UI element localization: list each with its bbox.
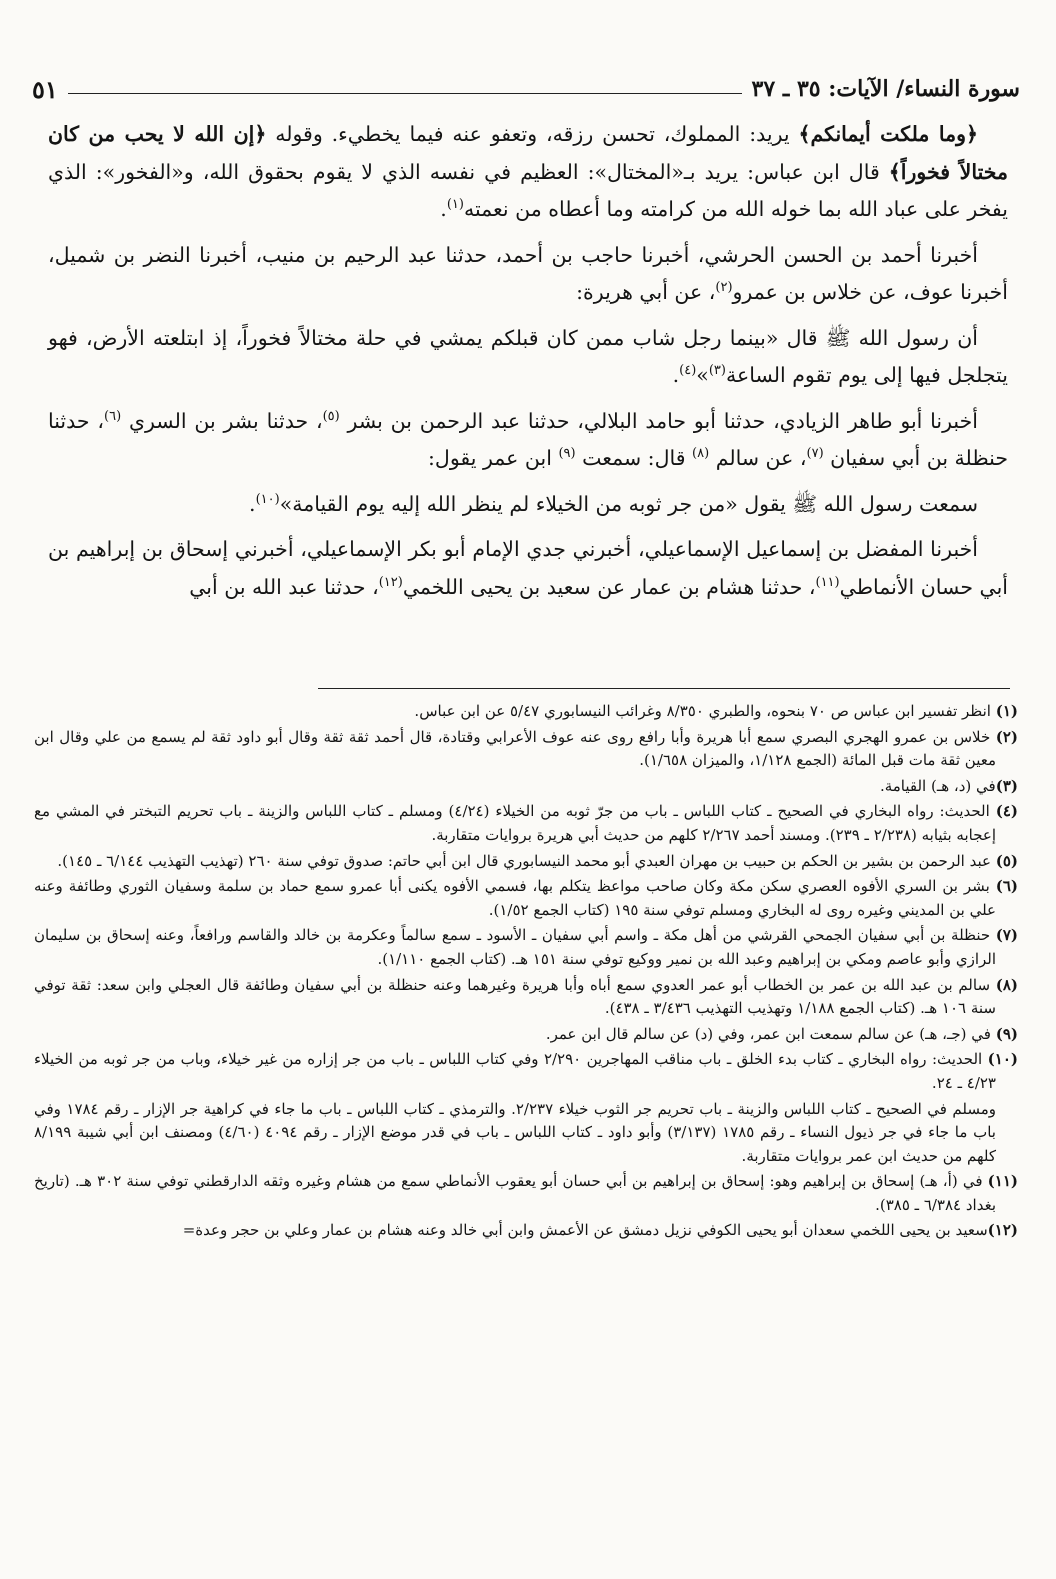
- footnote-text: الحديث: رواه البخاري ـ كتاب بدء الخلق ـ باب مناقب المهاجرين ٢/٢٩٠ وفي كتاب اللباس ـ باب من جر إزاره من غير خيلاء، وباب من جر ثوبه من الخيلاء ٤/٢٣ ـ ٢٤.: [34, 1050, 996, 1092]
- footnote-number: (١): [995, 702, 1018, 720]
- paragraph-2: [48, 237, 1008, 312]
- text-run: .: [249, 491, 256, 516]
- footnote-text: سالم بن عبد الله بن عمر بن الخطاب أبو عمر العدوي سمع أباه وأبا هريرة وغيرهما وعنه حنظلة بن أبي سفيان وطائفة قال العجلي وابن سعد: ثقة توفي سنة ١٠٦ هـ. (كتاب الجمع ١/١٨٨ وتهذيب التهذيب ٣/٤٣٦ ـ ٤٣٨).: [34, 975, 996, 1018]
- text-run: أخبرنا المفضل بن إسماعيل الإسماعيلي، أخبرني جدي الإمام أبو بكر الإسماعيلي، أخبرني إسحاق بن إبراهيم بن أبي حسان الأنماطي: [48, 537, 1008, 599]
- footnote: [34, 1023, 1018, 1047]
- footnote-text: الحديث: رواه البخاري في الصحيح ـ كتاب اللباس ـ باب من جرّ ثوبه من الخيلاء (٤/٢٤) ومسلم ـ كتاب اللباس والزينة ـ باب تحريم التبختر في المشي مع إعجابه بثيابه (٢/٢٣٨ ـ ٢٣٩). ومسند أحمد ٢/٢٦٧ كلهم من حديث أبي هريرة بروايات متقاربة.: [34, 802, 996, 844]
- footnote-ref: (٤): [679, 363, 697, 379]
- footnote: [34, 850, 1018, 874]
- footnote-ref: (٩): [558, 446, 576, 462]
- text-run: أخبرنا أحمد بن الحسن الحرشي، أخبرنا حاجب بن أحمد، حدثنا عبد الرحيم بن منيب، أخبرنا النضر بن شميل، أخبرنا عوف، عن خلاس بن عمرو: [48, 242, 1008, 304]
- header-rule: [68, 93, 742, 94]
- text-run: أخبرنا أبو طاهر الزيادي، حدثنا أبو حامد البلالي، حدثنا عبد الرحمن بن بشر: [339, 408, 978, 433]
- footnote-ref: (٨): [692, 446, 710, 462]
- footnote-ref: (٢): [715, 280, 733, 296]
- footnote-text: سعيد بن يحيى اللخمي سعدان أبو يحيى الكوفي نزيل دمشق عن الأعمش وابن أبي خالد وعنه هشام بن عمار وعلي بن حجر وعدة=: [182, 1221, 988, 1240]
- footnote: [34, 974, 1018, 1021]
- paragraph-3: [48, 320, 1008, 395]
- footnote-number: (١٢): [987, 1221, 1018, 1240]
- footnote-text: في (جـ، هـ) عن سالم سمعت ابن عمر، وفي (د) عن سالم قال ابن عمر.: [545, 1024, 996, 1043]
- footnote: [34, 700, 1018, 724]
- footnote-ref: (٧): [806, 446, 824, 462]
- footnote-number: (١٠): [987, 1050, 1018, 1069]
- paragraph-1: [48, 116, 1008, 229]
- running-title: سورة النساء/ الآيات: ٣٥ ـ ٣٧: [751, 76, 1020, 102]
- paragraph-6: [48, 531, 1008, 606]
- footnote-text: بشر بن السري الأفوه العصري سكن مكة وكان صاحب مواعظ يتكلم بها، فسمي الأفوه يكنى أبا عمرو سمع حماد بن سلمة وسفيان الثوري وطائفة وعنه علي بن المديني وغيره روى له البخاري ومسلم توفي سنة ١٩٥ (كتاب الجمع ١/٥٢).: [34, 877, 996, 919]
- footnote-text: عبد الرحمن بن بشير بن الحكم بن حبيب بن مهران العبدي أبو محمد النيسابوري قال ابن أبي حاتم: صدوق توفي سنة ٢٦٠ (تهذيب التهذيب ٦/١٤٤ ـ ١٤٥).: [57, 851, 996, 870]
- text-run: »: [696, 363, 709, 387]
- text-run: ، حدثنا بشر بن السري: [121, 408, 323, 433]
- text-run: ابن عمر يقول:: [428, 446, 559, 470]
- footnote-ref: (١١): [815, 574, 840, 590]
- footnote-number: (٢): [995, 727, 1018, 746]
- footnote: [34, 924, 1018, 971]
- text-run: ، حدثنا عبد الله بن أبي: [189, 574, 379, 599]
- footnote-text: انظر تفسير ابن عباس ص ٧٠ بنحوه، والطبري ٨/٣٥٠ وغرائب النيسابوري ٥/٤٧ عن ابن عباس.: [414, 702, 996, 720]
- footnotes: [34, 700, 1018, 1245]
- text-run: .: [672, 363, 680, 387]
- footnote-text: خلاس بن عمرو الهجري البصري سمع أبا هريرة وأبا رافع روى عنه عوف الأعرابي وقتادة، قال أحمد ثقة ثقة وقال أبو داود ثقة لم يسمع من علي وقال ابن معين ثقة مات قبل المائة (الجمع ١/١٢٨، والميزان ١/٦٥٨).: [34, 727, 996, 770]
- main-text: [48, 116, 1008, 614]
- footnote-ref: (١): [446, 197, 464, 213]
- footnote-number: (٤): [995, 802, 1019, 821]
- footnote-ref: (٥): [322, 408, 340, 424]
- text-run: أن رسول الله ﷺ قال «بينما رجل شاب ممن كان قبلكم يمشي في حلة مختالاً فخوراً، إذ ابتلعته الأرض، فهو يتجلجل فيها إلى يوم تقوم الساعة: [48, 325, 1008, 387]
- footnote: [34, 1170, 1018, 1217]
- footnote-number: (٥): [995, 851, 1018, 870]
- footnote-continuation: [34, 1098, 1018, 1169]
- footnote-ref: (٦): [104, 408, 122, 424]
- text-run: ، حدثنا حنظلة بن أبي سفيان: [48, 408, 1008, 470]
- footnote-number: (٨): [995, 975, 1018, 994]
- text-run: ، عن سالم: [709, 446, 807, 470]
- paragraph-4: [48, 403, 1008, 478]
- text-run: قال ابن عباس: يريد بـ«المختال»: العظيم في نفسه الذي لا يقوم بحقوق الله، و«الفخور»: الذي يفخر على عباد الله بما خوله الله من كرامته وما أعطاه من نعمته: [48, 159, 1008, 221]
- quran-quote: ﴿إن الله لا يحب من كان مختالاً فخوراً﴾: [48, 122, 1008, 184]
- footnote-text: حنظلة بن أبي سفيان الجمحي القرشي من أهل مكة ـ واسم أبي سفيان ـ الأسود ـ سمع سالماً وعكرمة بن خالد والقاسم ورافعاً، وعنه إسحاق بن سليمان الرازي وأبو عاصم ومكي بن إبراهيم وعبد الله بن نمير ووكيع توفي سنة ١٥١ هـ. (كتاب الجمع ١/١١٠).: [34, 926, 996, 968]
- text-run: .: [440, 197, 447, 221]
- text-run: ، عن أبي هريرة:: [576, 280, 716, 304]
- quran-quote: ﴿وما ملكت أيمانكم﴾: [798, 122, 979, 146]
- text-run: قال: سمعت: [575, 446, 693, 470]
- text-run: ، حدثنا هشام بن عمار عن سعيد بن يحيى اللخمي: [402, 574, 816, 599]
- text-run: يريد: المملوك، تحسن رزقه، وتعفو عنه فيما يخطيء. وقوله: [266, 122, 799, 146]
- footnote-ref: (١٢): [378, 574, 403, 590]
- footnote-ref: (١٠): [255, 491, 280, 507]
- footnote-ref: (٣): [708, 363, 726, 379]
- footnote: [34, 800, 1018, 847]
- footnote: [34, 1048, 1018, 1095]
- page-number: ٥١: [32, 74, 58, 104]
- footnote-number: (٣): [995, 776, 1018, 795]
- footnote: [34, 775, 1018, 799]
- footnote-number: (٧): [995, 926, 1018, 945]
- footnote: [34, 875, 1018, 922]
- paragraph-5: [48, 486, 1008, 524]
- footnote-number: (٦): [995, 877, 1018, 896]
- footnote-text: في (د، هـ) القيامة.: [879, 776, 996, 795]
- page-header: [32, 70, 1020, 108]
- text-run: سمعت رسول الله ﷺ يقول «من جر ثوبه من الخيلاء لم ينظر الله إليه يوم القيامة»: [279, 491, 978, 516]
- footnote-text: في (أ، هـ) إسحاق بن إبراهيم وهو: إسحاق بن إبراهيم بن أبي حسان أبو يعقوب الأنماطي سمع من هشام وغيره وثقه الدارقطني توفي سنة ٣٠٢ هـ. (تاريخ بغداد ٦/٣٨٤ ـ ٣٨٥).: [34, 1172, 996, 1214]
- footnote-number: (٩): [995, 1024, 1018, 1043]
- footnote: [34, 1219, 1018, 1243]
- footnote: [34, 726, 1018, 773]
- footnote-separator: [318, 688, 1010, 689]
- footnote-number: (١١): [987, 1172, 1018, 1191]
- footnote-text: ومسلم في الصحيح ـ كتاب اللباس والزينة ـ باب تحريم جر الثوب خيلاء ٢/٢٣٧. والترمذي ـ كتاب اللباس ـ باب ما جاء في كراهية جر الإزار ـ رقم ١٧٨٤ وفي باب ما جاء في جر ذيول النساء ـ رقم ١٧٨٥ (٣/١٣٧) وأبو داود ـ كتاب اللباس ـ باب في قدر موضع الإزار ـ رقم ٤٠٩٤ (٤/٦٠) ومصنف ابن أبي شيبة ٨/١٩٩ كلهم من حديث ابن عمر بروايات متقاربة.: [34, 1099, 997, 1165]
